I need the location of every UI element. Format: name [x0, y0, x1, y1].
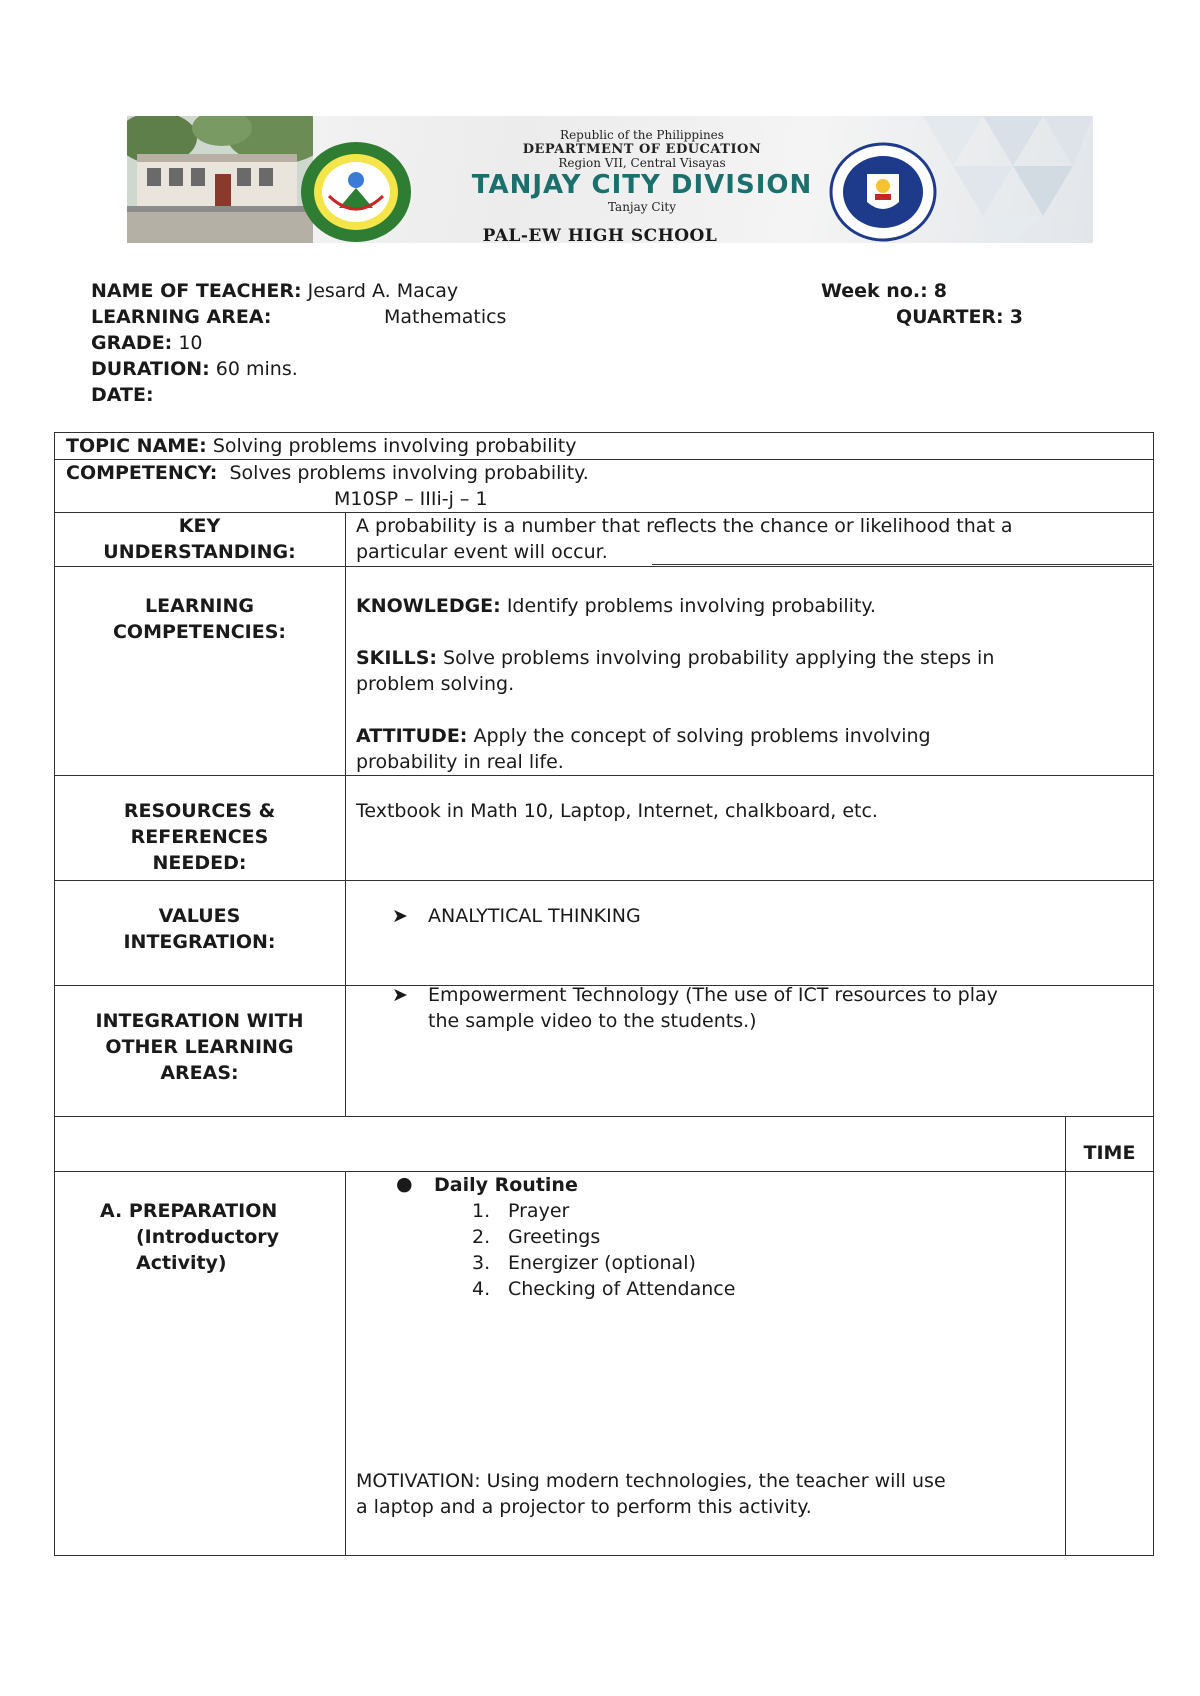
decorative-triangles — [923, 116, 1093, 243]
table-rule — [1153, 432, 1154, 1556]
time-column-header: TIME — [1083, 1142, 1136, 1164]
resources-text: Textbook in Math 10, Laptop, Internet, chalkboard, etc. — [356, 800, 878, 822]
resources-label: RESOURCES & REFERENCES NEEDED: — [123, 800, 276, 874]
routine-list-item — [472, 1276, 735, 1302]
competency-code: M10SP – IIIi-j – 1 — [334, 488, 488, 510]
school-building-photo — [127, 116, 313, 243]
routine-item-number: 2. — [472, 1226, 491, 1248]
school-name: PAL-EW HIGH SCHOOL — [482, 226, 718, 246]
skills-objective: SKILLS: Solve problems involving probability applying the steps in problem solving. — [356, 647, 995, 695]
routine-item-text: Energizer (optional) — [508, 1252, 696, 1274]
routine-item-number: 3. — [472, 1252, 491, 1274]
topic-label: TOPIC NAME: — [66, 435, 207, 457]
daily-routine-heading: ● Daily Routine — [396, 1173, 578, 1196]
arrow-bullet-icon: ➤ — [392, 905, 408, 927]
table-rule — [54, 566, 1154, 567]
routine-item-number: 1. — [472, 1200, 491, 1222]
routine-list-item — [472, 1224, 735, 1250]
daily-routine-list — [472, 1198, 735, 1302]
region-line: Region VII, Central Visayas — [558, 156, 726, 170]
arrow-bullet-icon: ➤ — [392, 984, 408, 1006]
table-rule — [1065, 1116, 1066, 1556]
grade-label: GRADE: — [91, 332, 173, 354]
integration-label: INTEGRATION WITH OTHER LEARNING AREAS: — [95, 1010, 304, 1084]
teacher-row — [91, 278, 458, 304]
teacher-value: Jesard A. Macay — [307, 280, 459, 302]
competency-value: Solves problems involving probability. — [229, 462, 589, 484]
department-line: DEPARTMENT OF EDUCATION — [522, 142, 762, 157]
republic-line: Republic of the Philippines — [560, 128, 724, 142]
table-rule — [345, 512, 346, 1116]
duration-label: DURATION: — [91, 358, 210, 380]
grade-value: 10 — [178, 332, 203, 354]
duration-value: 60 mins. — [215, 358, 298, 380]
city-line: Tanjay City — [607, 200, 677, 214]
table-rule — [345, 1171, 346, 1556]
week-row — [821, 278, 947, 304]
values-integration-label: VALUES INTEGRATION: — [123, 905, 276, 953]
key-understanding-text: A probability is a number that reflects the chance or likelihood that a particular event will occur. — [356, 515, 1013, 563]
routine-list-item — [472, 1250, 735, 1276]
routine-item-text: Prayer — [508, 1200, 570, 1222]
learning-competencies-label: LEARNING COMPETENCIES: — [112, 595, 287, 643]
integration-list-item: ➤ Empowerment Technology (The use of ICT resources to play the sample video to the students.) — [392, 984, 998, 1032]
division-title: TANJAY CITY DIVISION — [471, 170, 813, 200]
duration-row — [91, 356, 298, 382]
preparation-label: A. PREPARATION (Introductory Activity) — [100, 1200, 280, 1274]
competency-row — [66, 460, 589, 486]
table-rule — [54, 1555, 1154, 1556]
knowledge-objective: KNOWLEDGE: Identify problems involving probability. — [356, 595, 876, 617]
attitude-label: ATTITUDE: — [356, 725, 468, 747]
quarter-row — [896, 304, 1023, 330]
grade-row — [91, 330, 203, 356]
knowledge-label: KNOWLEDGE: — [356, 595, 501, 617]
quarter-value: 3 — [1009, 306, 1023, 328]
competency-label: COMPETENCY: — [66, 462, 218, 484]
skills-label: SKILLS: — [356, 647, 437, 669]
routine-item-text: Greetings — [508, 1226, 601, 1248]
topic-value: Solving problems involving probability — [212, 435, 577, 457]
routine-item-number: 4. — [472, 1278, 491, 1300]
table-rule — [54, 1171, 1154, 1172]
week-value: 8 — [933, 280, 947, 302]
date-row — [91, 382, 154, 408]
week-label: Week no.: — [821, 280, 928, 302]
teacher-label: NAME OF TEACHER: — [91, 280, 302, 302]
motivation-text: MOTIVATION: Using modern technologies, the teacher will use a laptop and a projector to perform this activity. — [356, 1470, 946, 1518]
key-understanding-label: KEY UNDERSTANDING: — [103, 515, 296, 563]
header-text-block — [437, 128, 847, 214]
attitude-objective: ATTITUDE: Apply the concept of solving problems involving probability in real life. — [356, 725, 931, 773]
learning-area-value: Mathematics — [384, 306, 507, 328]
routine-item-text: Checking of Attendance — [508, 1278, 736, 1300]
quarter-label: QUARTER: — [896, 306, 1004, 328]
routine-list-item — [472, 1198, 735, 1224]
learning-area-label: LEARNING AREA: — [91, 306, 272, 328]
bullet-icon: ● — [396, 1173, 413, 1195]
table-rule — [54, 775, 1154, 776]
table-rule — [54, 1116, 1154, 1117]
table-rule — [54, 880, 1154, 881]
date-label: DATE: — [91, 384, 154, 406]
topic-row — [66, 433, 577, 459]
values-list-item: ➤ ANALYTICAL THINKING — [392, 905, 641, 927]
division-banner — [127, 116, 1093, 243]
lesson-plan-table — [54, 432, 1154, 1556]
